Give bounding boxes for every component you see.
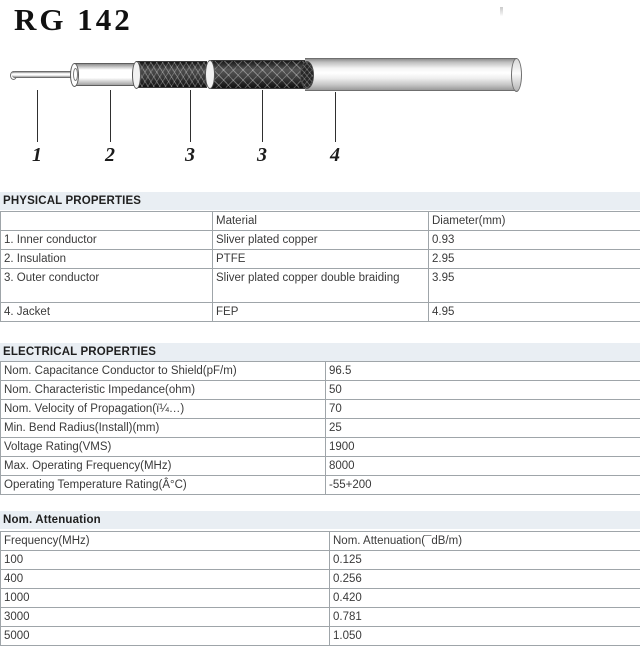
physical-material-3: Sliver plated copper double braiding — [213, 269, 429, 303]
table-row — [1, 438, 640, 457]
electrical-value-6: 8000 — [326, 457, 640, 476]
table-header-row — [1, 532, 640, 551]
physical-item-1: 1. Inner conductor — [1, 231, 213, 250]
callout-label-4: 4 — [330, 144, 340, 167]
attenuation-value-3: 0.420 — [330, 589, 640, 608]
electrical-value-4: 25 — [326, 419, 640, 438]
electrical-property-2: Nom. Characteristic Impedance(ohm) — [1, 381, 326, 400]
attenuation-col-attenuation: Nom. Attenuation(¯dB/m) — [330, 532, 640, 551]
electrical-value-3: 70 — [326, 400, 640, 419]
physical-col-material: Material — [213, 212, 429, 231]
electrical-properties-table — [0, 361, 640, 495]
electrical-properties-header: ELECTRICAL PROPERTIES — [0, 343, 640, 361]
callout-label-3a: 3 — [185, 144, 195, 167]
attenuation-frequency-1: 100 — [1, 551, 330, 570]
electrical-property-4: Min. Bend Radius(Install)(mm) — [1, 419, 326, 438]
scan-artifact — [500, 7, 503, 16]
insulation-core-hole-icon — [73, 68, 78, 81]
electrical-property-5: Voltage Rating(VMS) — [1, 438, 326, 457]
physical-col-item — [1, 212, 213, 231]
table-row — [1, 589, 640, 608]
leader-line-4 — [335, 92, 336, 142]
electrical-value-1: 96.5 — [326, 362, 640, 381]
physical-diameter-4: 4.95 — [429, 303, 640, 322]
electrical-property-7: Operating Temperature Rating(Â°C) — [1, 476, 326, 495]
attenuation-frequency-2: 400 — [1, 570, 330, 589]
leader-line-3a — [190, 90, 191, 142]
attenuation-value-1: 0.125 — [330, 551, 640, 570]
physical-item-2: 2. Insulation — [1, 250, 213, 269]
table-row — [1, 400, 640, 419]
attenuation-frequency-5: 5000 — [1, 627, 330, 646]
table-row — [1, 570, 640, 589]
inner-conductor-layer — [12, 71, 78, 78]
table-row — [1, 476, 640, 495]
attenuation-table — [0, 531, 640, 646]
table-row — [1, 303, 640, 322]
outer-braid-layer — [211, 60, 314, 89]
physical-material-4: FEP — [213, 303, 429, 322]
physical-material-2: PTFE — [213, 250, 429, 269]
attenuation-value-5: 1.050 — [330, 627, 640, 646]
insulation-layer — [74, 63, 138, 86]
callout-label-3b: 3 — [257, 144, 267, 167]
electrical-value-7: -55+200 — [326, 476, 640, 495]
physical-diameter-3: 3.95 — [429, 269, 640, 303]
physical-properties-header: PHYSICAL PROPERTIES — [0, 192, 640, 210]
electrical-property-3: Nom. Velocity of Propagation(ï¼…) — [1, 400, 326, 419]
jacket-endcap-icon — [511, 58, 522, 92]
physical-diameter-1: 0.93 — [429, 231, 640, 250]
attenuation-frequency-3: 1000 — [1, 589, 330, 608]
table-header-row — [1, 212, 640, 231]
cable-cutaway-diagram — [0, 46, 640, 166]
table-row — [1, 250, 640, 269]
table-row — [1, 551, 640, 570]
physical-properties-table — [0, 211, 640, 322]
table-row — [1, 381, 640, 400]
table-row — [1, 608, 640, 627]
attenuation-value-2: 0.256 — [330, 570, 640, 589]
nom-attenuation-header: Nom. Attenuation — [0, 511, 640, 529]
attenuation-col-frequency: Frequency(MHz) — [1, 532, 330, 551]
callout-label-1: 1 — [32, 144, 42, 167]
callout-label-2: 2 — [105, 144, 115, 167]
leader-line-2 — [110, 90, 111, 142]
physical-item-4: 4. Jacket — [1, 303, 213, 322]
electrical-value-2: 50 — [326, 381, 640, 400]
outer-braid-endcap-icon — [205, 60, 215, 89]
inner-braid-layer — [136, 61, 207, 88]
electrical-property-1: Nom. Capacitance Conductor to Shield(pF/m) — [1, 362, 326, 381]
jacket-cut-core-icon — [300, 61, 314, 89]
physical-diameter-2: 2.95 — [429, 250, 640, 269]
electrical-value-5: 1900 — [326, 438, 640, 457]
table-row — [1, 231, 640, 250]
attenuation-value-4: 0.781 — [330, 608, 640, 627]
leader-line-3b — [262, 90, 263, 142]
jacket-layer — [305, 58, 517, 91]
inner-braid-endcap-icon — [132, 61, 141, 89]
table-row — [1, 457, 640, 476]
attenuation-frequency-4: 3000 — [1, 608, 330, 627]
physical-material-1: Sliver plated copper — [213, 231, 429, 250]
electrical-property-6: Max. Operating Frequency(MHz) — [1, 457, 326, 476]
leader-line-1 — [37, 90, 38, 142]
table-row — [1, 419, 640, 438]
physical-item-3: 3. Outer conductor — [1, 269, 213, 303]
table-row — [1, 269, 640, 303]
table-row — [1, 362, 640, 381]
page-title: RG 142 — [14, 1, 133, 39]
physical-col-diameter: Diameter(mm) — [429, 212, 640, 231]
